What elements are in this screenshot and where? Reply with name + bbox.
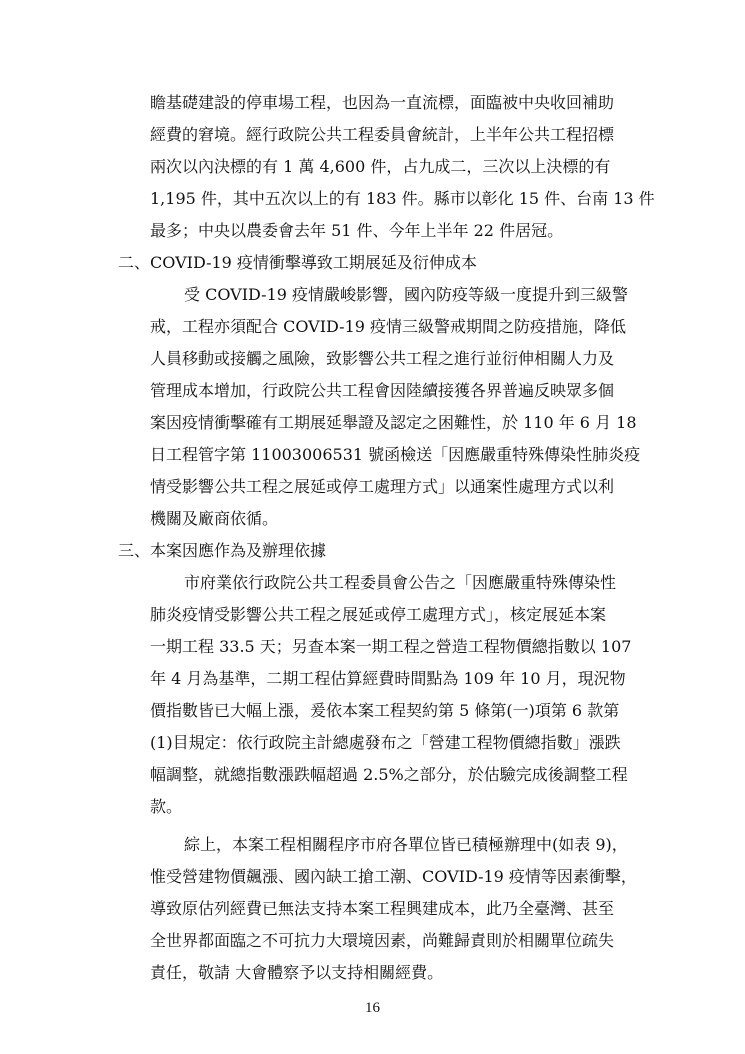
paragraph-line: 款。 — [150, 797, 183, 816]
paragraph-line: 日工程管字第 11003006531 號函檢送「因應嚴重特殊傳染性肺炎疫 — [150, 445, 641, 464]
paragraph-line: 案因疫情衝擊確有工期展延舉證及認定之困難性，於 110 年 6 月 18 — [150, 413, 637, 432]
paragraph-line: 受 COVID-19 疫情嚴峻影響，國內防疫等級一度提升到三級警 — [184, 285, 629, 304]
paragraph-line: 年 4 月為基準，二期工程估算經費時間點為 109 年 10 月，現況物 — [150, 669, 626, 688]
paragraph-line: 責任，敬請 大會體察予以支持相關經費。 — [150, 963, 444, 982]
paragraph-line: 價指數皆已大幅上漲，爰依本案工程契約第 5 條第(一)項第 6 款第 — [150, 701, 620, 720]
paragraph-line: 1,195 件，其中五次以上的有 183 件。縣市以彰化 15 件、台南 13 件 — [150, 189, 655, 208]
page-number: 16 — [365, 1000, 380, 1016]
paragraph-line: 一期工程 33.5 天；另查本案一期工程之營造工程物價總指數以 107 — [150, 637, 632, 656]
paragraph-line: 兩次以內決標的有 1 萬 4,600 件，占九成二，三次以上決標的有 — [150, 157, 611, 176]
paragraph-line: 管理成本增加，行政院公共工程會因陸續接獲各界普遍反映眾多個 — [150, 381, 615, 400]
paragraph-line: 幅調整，就總指數漲跌幅超過 2.5%之部分，於估驗完成後調整工程 — [150, 765, 628, 784]
paragraph-line: 惟受營建物價飆漲、國內缺工搶工潮、COVID-19 疫情等因素衝擊， — [150, 867, 637, 886]
paragraph-line: 經費的窘境。經行政院公共工程委員會統計，上半年公共工程招標 — [150, 125, 615, 144]
paragraph-line: 肺炎疫情受影響公共工程之展延或停工處理方式」，核定展延本案 — [150, 605, 607, 624]
paragraph-line: (1)目規定：依行政院主計總處發布之「營建工程物價總指數」漲跌 — [150, 733, 621, 752]
paragraph-line: 情受影響公共工程之展延或停工處理方式」以通案性處理方式以利 — [150, 477, 615, 496]
paragraph-line: 導致原估列經費已無法支持本案工程興建成本，此乃全臺灣、甚至 — [150, 899, 615, 918]
section-heading: 二、COVID-19 疫情衝擊導致工期展延及衍伸成本 — [118, 253, 477, 272]
paragraph-line: 戒，工程亦須配合 COVID-19 疫情三級警戒期間之防疫措施，降低 — [150, 317, 627, 336]
paragraph-line: 綜上，本案工程相關程序市府各單位皆已積極辦理中(如表 9)， — [184, 835, 628, 854]
paragraph-line: 瞻基礎建設的停車場工程，也因為一直流標，面臨被中央收回補助 — [150, 93, 615, 112]
paragraph-line: 人員移動或接觸之風險，致影響公共工程之進行並衍伸相關人力及 — [150, 349, 615, 368]
section-heading: 三、本案因應作為及辦理依據 — [118, 541, 327, 560]
paragraph-line: 機關及廠商依循。 — [150, 509, 279, 528]
paragraph-line: 全世界都面臨之不可抗力大環境因素，尚難歸責則於相關單位疏失 — [150, 931, 615, 950]
paragraph-line: 市府業依行政院公共工程委員會公告之「因應嚴重特殊傳染性 — [184, 573, 617, 592]
paragraph-line: 最多；中央以農委會去年 51 件、今年上半年 22 件居冠。 — [150, 221, 564, 240]
